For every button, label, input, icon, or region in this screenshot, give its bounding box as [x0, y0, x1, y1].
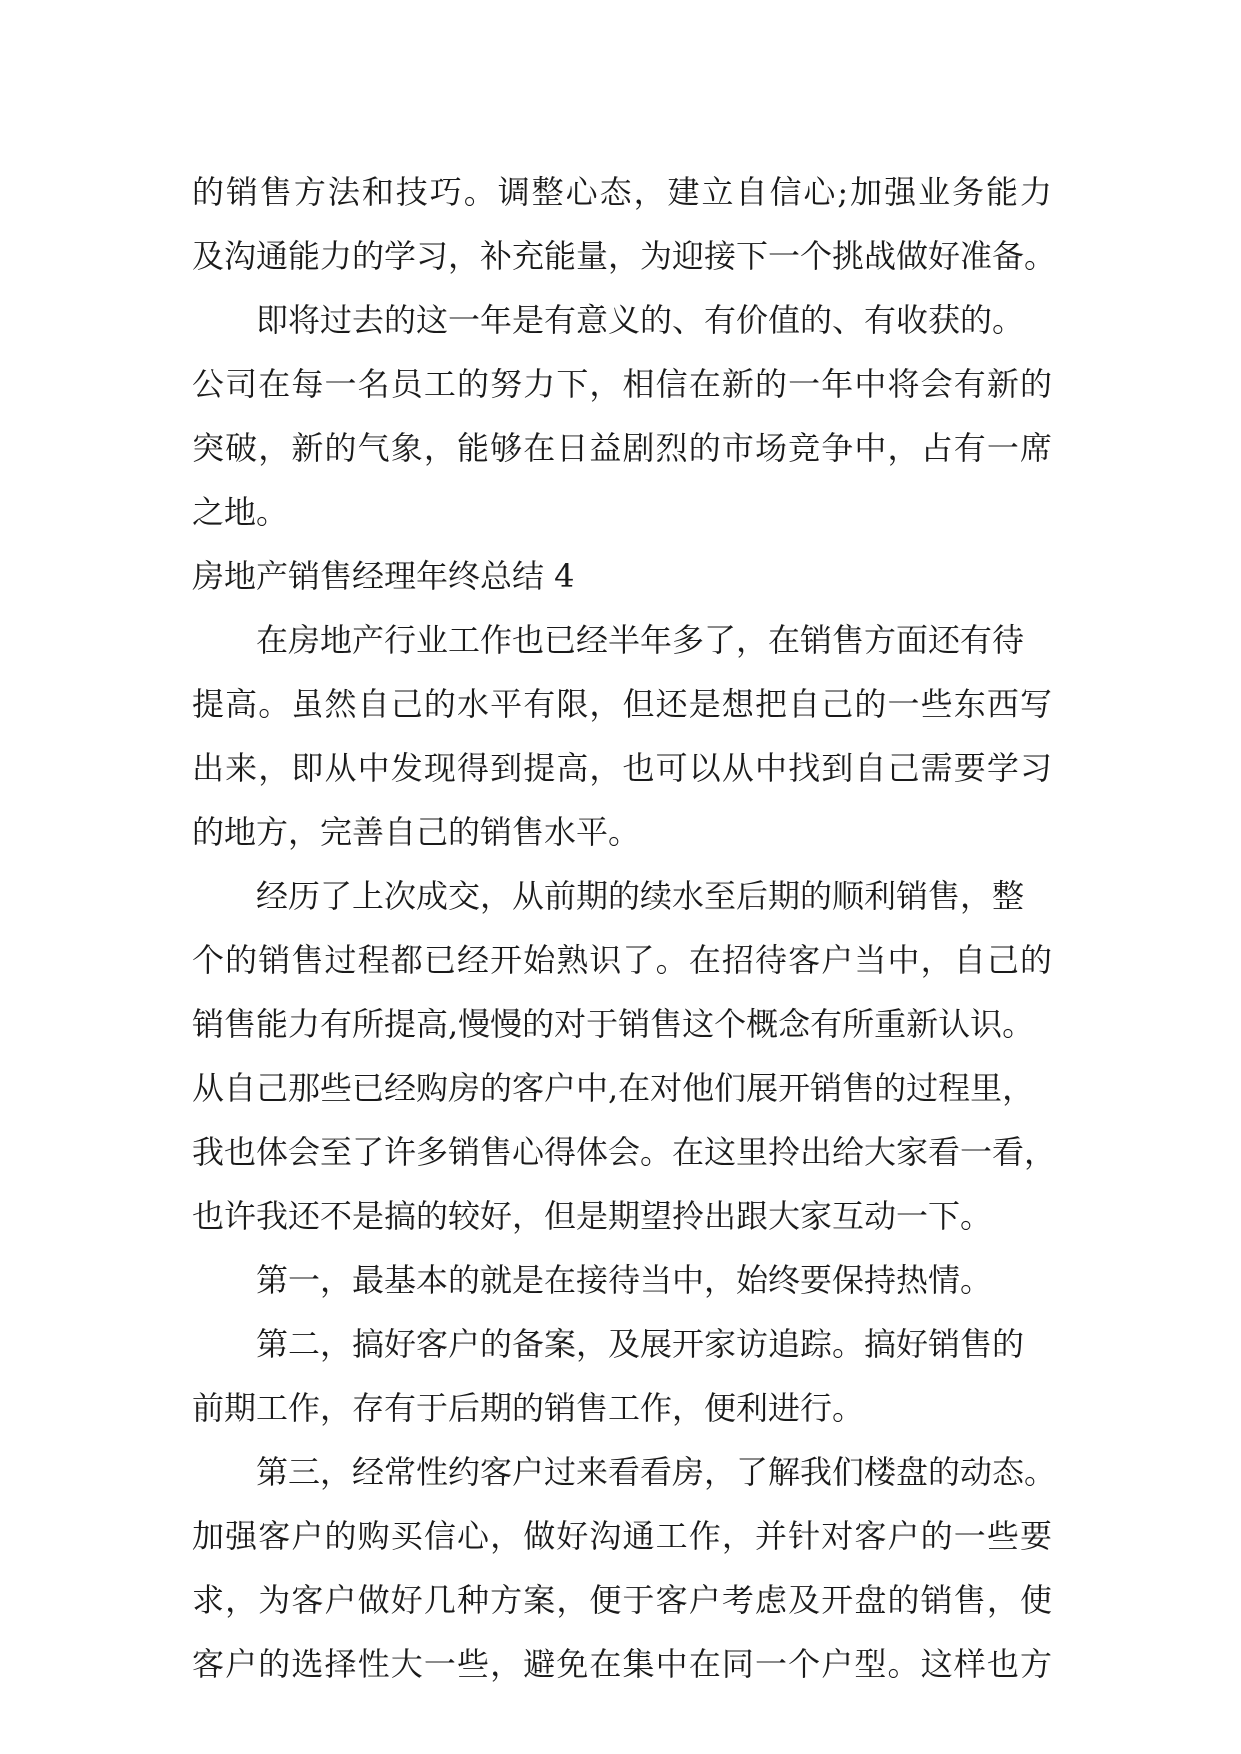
text-line: 求，为客户做好几种方案，便于客户考虑及开盘的销售，使	[192, 1581, 1052, 1619]
text-line: 个的销售过程都已经开始熟识了。在招待客户当中，自己的	[192, 941, 1052, 979]
text-line: 出来，即从中发现得到提高，也可以从中找到自己需要学习	[192, 749, 1052, 787]
text-line: 及沟通能力的学习，补充能量，为迎接下一个挑战做好准备。	[192, 237, 1057, 275]
text-line: 加强客户的购买信心，做好沟通工作，并针对客户的一些要	[192, 1517, 1052, 1555]
text-line: 之地。	[192, 493, 289, 531]
text-line: 我也体会至了许多销售心得体会。在这里拎出给大家看一看，	[192, 1133, 1057, 1171]
paragraph-first-line: 即将过去的这一年是有意义的、有价值的、有收获的。	[256, 301, 1025, 339]
text-line: 突破，新的气象，能够在日益剧烈的市场竞争中，占有一席	[192, 429, 1052, 467]
paragraph-first-line: 在房地产行业工作也已经半年多了，在销售方面还有待	[256, 621, 1025, 659]
section-heading: 房地产销售经理年终总结 4	[192, 557, 575, 595]
text-line: 的销售方法和技巧。调整心态，建立自信心;加强业务能力	[192, 173, 1052, 211]
paragraph-first-line: 第一，最基本的就是在接待当中，始终要保持热情。	[256, 1261, 993, 1299]
paragraph-first-line: 第三，经常性约客户过来看看房，了解我们楼盘的动态。	[256, 1453, 1057, 1491]
text-line: 前期工作，存有于后期的销售工作，便利进行。	[192, 1389, 865, 1427]
text-line: 也许我还不是搞的较好，但是期望拎出跟大家互动一下。	[192, 1197, 993, 1235]
text-line: 客户的选择性大一些，避免在集中在同一个户型。这样也方	[192, 1645, 1052, 1683]
paragraph-first-line: 经历了上次成交，从前期的续水至后期的顺利销售，整	[256, 877, 1025, 915]
paragraph-first-line: 第二，搞好客户的备案，及展开家访追踪。搞好销售的	[256, 1325, 1025, 1363]
text-line: 从自己那些已经购房的客户中,在对他们展开销售的过程里，	[192, 1069, 1035, 1107]
text-line: 销售能力有所提高,慢慢的对于销售这个概念有所重新认识。	[192, 1005, 1035, 1043]
text-line: 提高。虽然自己的水平有限，但还是想把自己的一些东西写	[192, 685, 1052, 723]
text-line: 的地方，完善自己的销售水平。	[192, 813, 641, 851]
text-line: 公司在每一名员工的努力下，相信在新的一年中将会有新的	[192, 365, 1052, 403]
document-body	[192, 160, 1057, 1696]
